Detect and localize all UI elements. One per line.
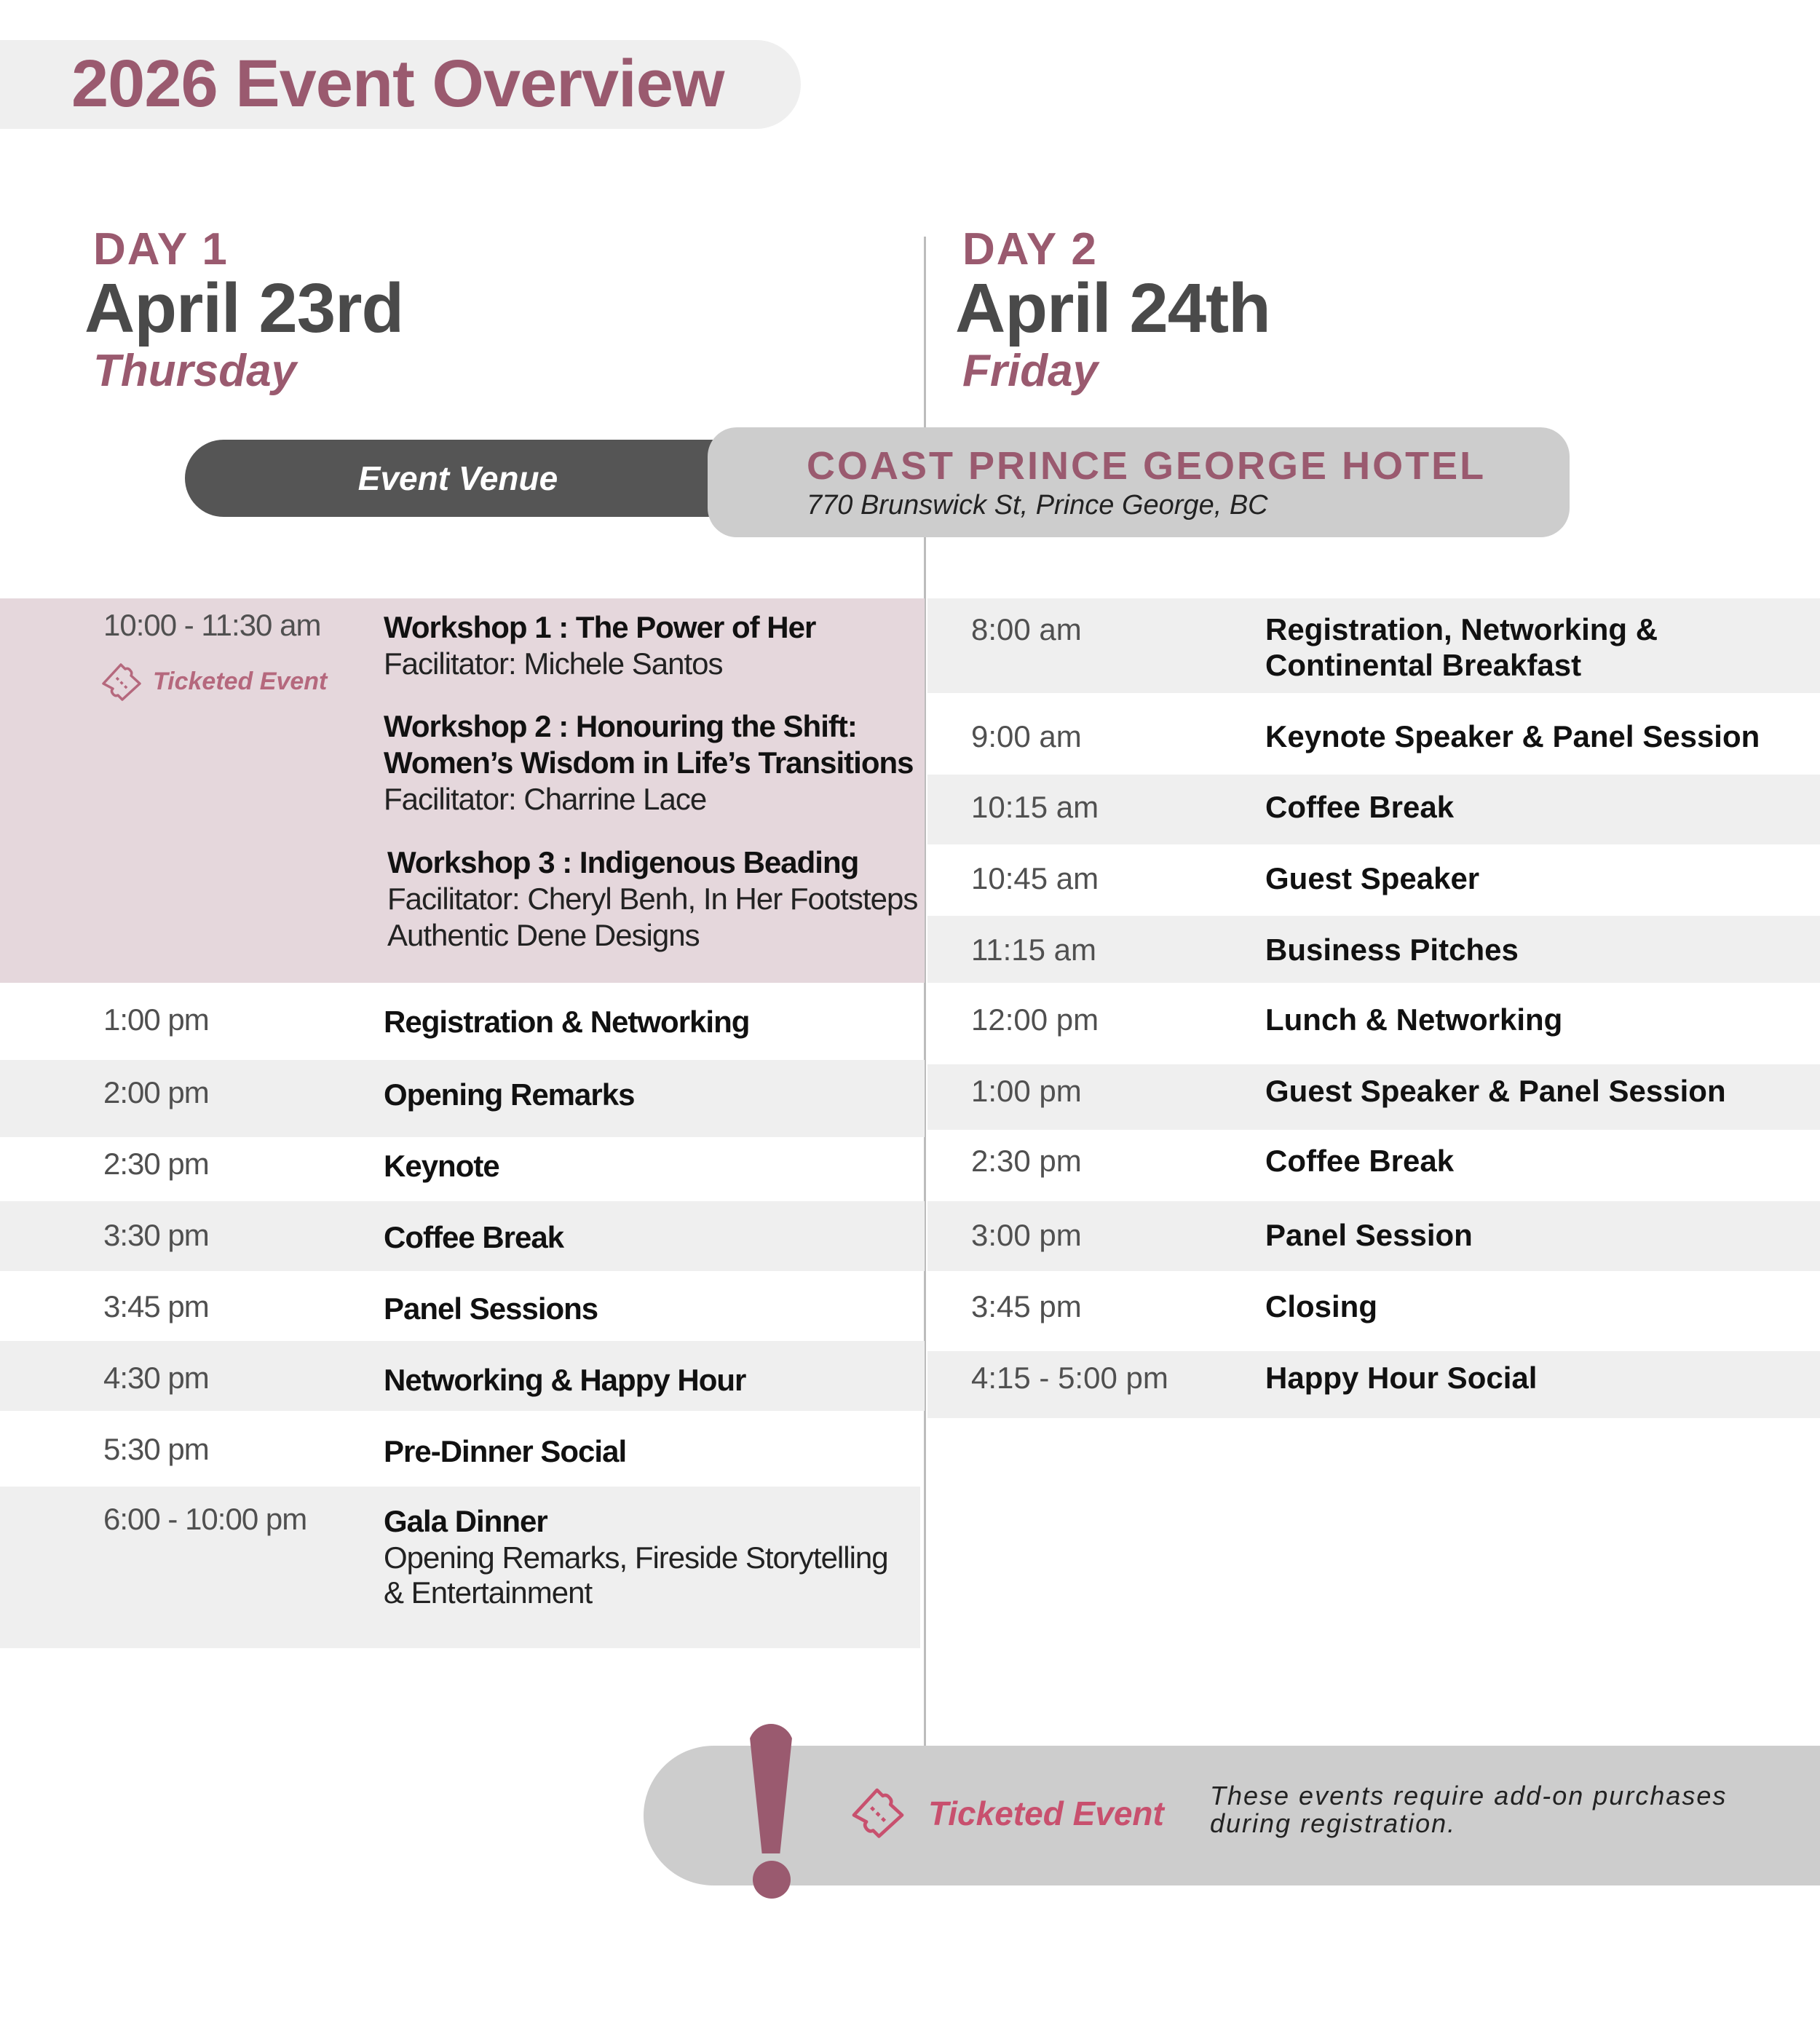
- day1-row: [0, 1411, 925, 1487]
- event-title: Guest Speaker & Panel Session: [1265, 1074, 1726, 1108]
- event-title: Panel Sessions: [384, 1291, 598, 1326]
- event-title: Networking & Happy Hour: [384, 1363, 746, 1397]
- workshop-2-title: Workshop 2 : Honouring the Shift:: [384, 709, 857, 743]
- event-time: 6:00 - 10:00 pm: [103, 1502, 307, 1536]
- event-time: 10:45 am: [971, 861, 1099, 895]
- day2-row: [927, 1064, 1820, 1130]
- day1-date: April 23rd: [84, 269, 404, 347]
- day1-row: [0, 1060, 925, 1137]
- event-title: Pre-Dinner Social: [384, 1434, 627, 1468]
- day2-label: DAY 2: [962, 224, 1098, 274]
- event-time: 3:00 pm: [971, 1218, 1082, 1252]
- workshops-time: 10:00 - 11:30 am: [103, 608, 321, 642]
- venue-name: COAST PRINCE GEORGE HOTEL: [807, 444, 1487, 488]
- event-time: 1:00 pm: [971, 1074, 1082, 1108]
- workshop-3-facilitator-line2: Authentic Dene Designs: [387, 918, 700, 952]
- event-title: Business Pitches: [1265, 933, 1519, 967]
- event-detail: & Entertainment: [384, 1575, 593, 1610]
- day1-row: [0, 1487, 920, 1648]
- workshop-3-facilitator: Facilitator: Cheryl Benh, In Her Footsteps: [387, 882, 918, 916]
- day1-row: [0, 983, 925, 1060]
- event-title: Coffee Break: [1265, 1144, 1455, 1178]
- event-time: 2:30 pm: [103, 1147, 209, 1181]
- day2-row: [927, 916, 1820, 983]
- event-title: Happy Hour Social: [1265, 1361, 1538, 1395]
- event-time: 5:30 pm: [103, 1432, 209, 1466]
- day2-row: [927, 1271, 1820, 1351]
- event-title: Panel Session: [1265, 1218, 1473, 1252]
- day1-row: [0, 1341, 925, 1411]
- event-title: Lunch & Networking: [1265, 1002, 1563, 1037]
- day2-row: [927, 983, 1820, 1064]
- event-time: 3:30 pm: [103, 1218, 209, 1252]
- day1-label: DAY 1: [93, 224, 229, 274]
- day1-row: [0, 1137, 925, 1201]
- day2-row: [927, 1130, 1820, 1201]
- event-time: 2:00 pm: [103, 1075, 209, 1109]
- event-detail: Opening Remarks, Fireside Storytelling: [384, 1540, 888, 1575]
- event-time: 4:15 - 5:00 pm: [971, 1361, 1168, 1395]
- event-time: 11:15 am: [971, 933, 1096, 967]
- event-title: Closing: [1265, 1289, 1377, 1323]
- event-time: 12:00 pm: [971, 1002, 1099, 1037]
- event-time: 10:15 am: [971, 790, 1099, 824]
- day2-row: [927, 693, 1820, 775]
- ticket-icon: [848, 1782, 908, 1840]
- event-title: Keynote: [384, 1149, 499, 1183]
- event-time: 9:00 am: [971, 719, 1082, 753]
- ticket-icon: [99, 659, 144, 703]
- event-time: 8:00 am: [971, 612, 1082, 646]
- workshop-1-facilitator: Facilitator: Michele Santos: [384, 646, 723, 681]
- event-title: Guest Speaker: [1265, 861, 1480, 895]
- day2-row: [927, 1351, 1820, 1418]
- day1-weekday: Thursday: [93, 346, 297, 396]
- day2-weekday: Friday: [962, 346, 1099, 396]
- legend-note: These events require add-on purchases during registration.: [1210, 1781, 1728, 1838]
- day2-date: April 24th: [955, 269, 1270, 347]
- day1-row: [0, 1201, 925, 1271]
- venue-address: 770 Brunswick St, Prince George, BC: [807, 490, 1268, 521]
- workshop-2-facilitator: Facilitator: Charrine Lace: [384, 782, 707, 816]
- event-title: Registration, Networking &: [1265, 612, 1658, 646]
- legend-label: Ticketed Event: [928, 1794, 1164, 1832]
- page-title: 2026 Event Overview: [71, 47, 724, 121]
- event-time: 2:30 pm: [971, 1144, 1082, 1178]
- venue-label: Event Venue: [357, 459, 558, 497]
- day2-row: [927, 1201, 1820, 1271]
- event-title-line2: Continental Breakfast: [1265, 648, 1582, 682]
- event-title: Registration & Networking: [384, 1005, 750, 1039]
- event-title: Keynote Speaker & Panel Session: [1265, 719, 1760, 753]
- ticketed-event-note: Ticketed Event: [153, 668, 328, 695]
- day1-row: [0, 1271, 925, 1341]
- event-title: Coffee Break: [1265, 790, 1455, 824]
- workshop-2-title-line2: Women’s Wisdom in Life’s Transitions: [384, 745, 914, 780]
- event-time: 1:00 pm: [103, 1002, 209, 1037]
- day2-row: [927, 775, 1820, 844]
- workshop-3-title: Workshop 3 : Indigenous Beading: [387, 845, 859, 879]
- event-title: Opening Remarks: [384, 1077, 635, 1112]
- event-time: 4:30 pm: [103, 1361, 209, 1395]
- workshop-1-title: Workshop 1 : The Power of Her: [384, 610, 816, 644]
- day2-row: [927, 844, 1820, 916]
- event-time: 3:45 pm: [103, 1289, 209, 1323]
- day2-row: [927, 598, 1820, 693]
- event-title: Gala Dinner: [384, 1504, 547, 1538]
- event-time: 3:45 pm: [971, 1289, 1082, 1323]
- event-title: Coffee Break: [384, 1220, 564, 1254]
- exclamation-dot-icon: [753, 1861, 791, 1899]
